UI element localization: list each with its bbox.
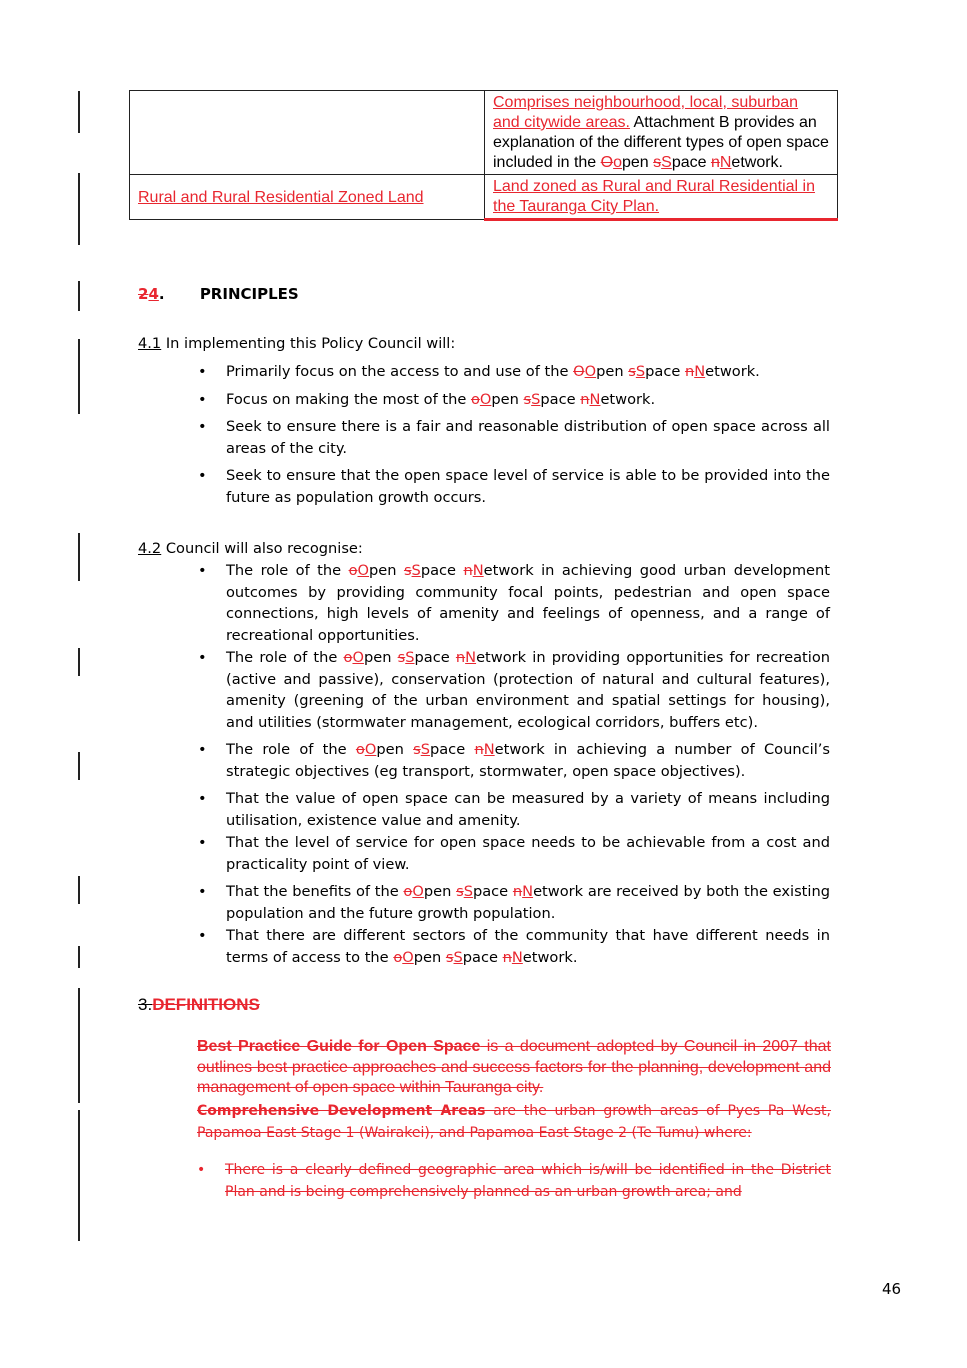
inserted-text: Land zoned as Rural and Rural Residential in the Tauranga City Plan. <box>493 178 815 215</box>
section-heading: 3.DEFINITIONS <box>138 995 260 1014</box>
change-bar <box>78 876 80 904</box>
list-item: • That the benefits of the oOpen sSpace nNetwork are received by both the existing population and the future growth population. <box>198 883 830 922</box>
list-item: • Seek to ensure there is a fair and reasonable distribution of open space across all areas of the city. <box>198 418 830 457</box>
change-bar <box>78 281 80 311</box>
list-item: • That the value of open space can be measured by a variety of means including utilisation, existence value and amenity. <box>198 790 830 829</box>
change-bar <box>78 339 80 414</box>
table-cell <box>130 91 485 175</box>
recognise-list <box>198 560 830 968</box>
list-item: • The role of the oOpen sSpace nNetwork in providing opportunities for recreation (active and passive), conservation (protection of natural and cultural features), amenity (greening of the urban environment and spatial settings for housing), and utilities (stormwater management, ecological corridors, buffers etc). <box>198 649 830 731</box>
definition-bullet: • There is a clearly defined geographic area which is/will be identified in the District Plan and is being comprehensively planned as an urban growth area; and <box>197 1162 831 1200</box>
change-bar <box>78 946 80 968</box>
definition-paragraph: Comprehensive Development Areas are the urban growth areas of Pyes Pa West, Papamoa East Stage 1 (Wairakei), and Papamoa East Stage 2 (Te Tumu) where: <box>197 1103 832 1141</box>
change-bar <box>78 1110 80 1241</box>
table-cell: Comprises neighbourhood, local, suburban and citywide areas. Attachment B provides an explanation of the different types of open space included in the Oopen sSpace nNetwork. <box>485 91 838 175</box>
change-bar <box>78 91 80 133</box>
inserted-text: Rural and Rural Residential Zoned Land <box>138 188 424 206</box>
list-item: • Focus on making the most of the oOpen sSpace nNetwork. <box>198 390 656 408</box>
table-row <box>130 91 838 175</box>
paragraph: 4.1 In implementing this Policy Council will: <box>138 335 456 352</box>
paragraph: 4.2 Council will also recognise: <box>138 540 363 557</box>
section-heading: 24. PRINCIPLES <box>138 285 299 303</box>
list-item: • The role of the oOpen sSpace nNetwork in achieving good urban development outcomes by providing community focal points, pedestrian and open space connections, high levels of amenity and feelings of openness, and a range of recreational opportunities. <box>198 562 830 644</box>
change-bar <box>78 988 80 1103</box>
definition-paragraph: Best Practice Guide for Open Space is a document adopted by Council in 2007 that outlines best practice approaches and success factors for the planning, development and management of open space within Tauranga city. <box>197 1038 831 1096</box>
list-item: • That there are different sectors of the community that have different needs in terms of access to the oOpen sSpace nNetwork. <box>198 927 830 966</box>
section-title: DEFINITIONS <box>152 995 260 1014</box>
table-row <box>130 175 838 220</box>
definitions-table <box>129 90 838 221</box>
change-bar <box>78 648 80 676</box>
table-cell <box>485 175 838 220</box>
list-item: • The role of the oOpen sSpace nNetwork in achieving a number of Council’s strategic objectives (eg transport, stormwater, open space objectives). <box>198 741 830 780</box>
change-bar <box>78 752 80 780</box>
change-bar <box>78 173 80 245</box>
table-cell <box>130 175 485 220</box>
change-bar <box>78 533 80 581</box>
list-item: • Seek to ensure that the open space level of service is able to be provided into the future as population growth occurs. <box>198 467 830 506</box>
section-title: PRINCIPLES <box>199 285 299 303</box>
page-number: 46 <box>882 1280 902 1298</box>
inserted-text: Comprises neighbourhood, local, suburban and citywide areas. <box>493 94 799 131</box>
list-item: • That the level of service for open space needs to be achievable from a cost and practicality point of view. <box>198 834 830 873</box>
principles-list <box>198 361 830 508</box>
list-item: • Primarily focus on the access to and use of the OOpen sSpace nNetwork. <box>198 363 760 380</box>
